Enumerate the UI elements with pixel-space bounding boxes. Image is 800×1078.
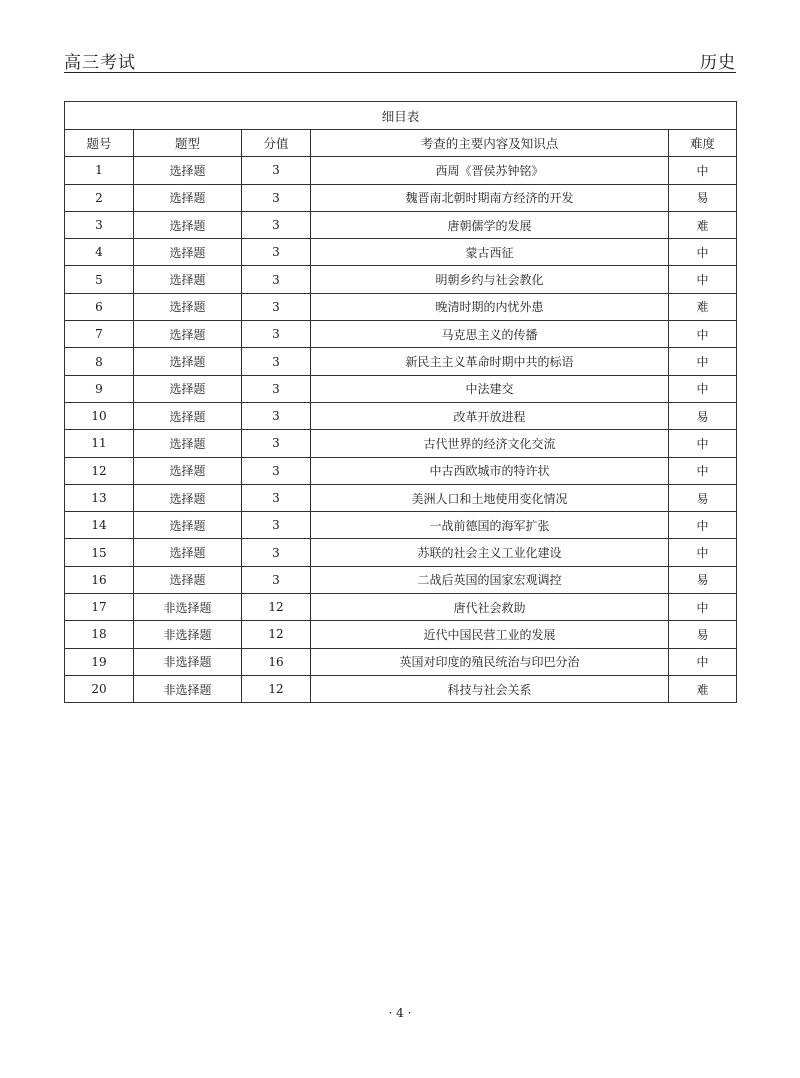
table-row bbox=[65, 239, 737, 266]
cell-content: 科技与社会关系 bbox=[311, 675, 669, 702]
cell-type: 选择题 bbox=[134, 157, 242, 184]
cell-difficulty: 易 bbox=[669, 402, 737, 429]
table-row bbox=[65, 157, 737, 184]
cell-number: 4 bbox=[65, 239, 134, 266]
cell-number: 8 bbox=[65, 348, 134, 375]
cell-type: 非选择题 bbox=[134, 648, 242, 675]
table-caption-row bbox=[65, 102, 737, 130]
cell-score: 3 bbox=[242, 266, 311, 293]
cell-number: 11 bbox=[65, 430, 134, 457]
cell-difficulty: 中 bbox=[669, 321, 737, 348]
cell-difficulty: 中 bbox=[669, 457, 737, 484]
cell-number: 3 bbox=[65, 211, 134, 238]
cell-difficulty: 难 bbox=[669, 293, 737, 320]
table-row bbox=[65, 211, 737, 238]
cell-content: 唐朝儒学的发展 bbox=[311, 211, 669, 238]
table-row bbox=[65, 402, 737, 429]
cell-difficulty: 易 bbox=[669, 566, 737, 593]
cell-number: 12 bbox=[65, 457, 134, 484]
cell-content: 英国对印度的殖民统治与印巴分治 bbox=[311, 648, 669, 675]
cell-number: 10 bbox=[65, 402, 134, 429]
cell-content: 唐代社会救助 bbox=[311, 594, 669, 621]
detail-table bbox=[64, 101, 737, 703]
cell-type: 非选择题 bbox=[134, 594, 242, 621]
cell-difficulty: 中 bbox=[669, 375, 737, 402]
table-row bbox=[65, 293, 737, 320]
column-header-content: 考查的主要内容及知识点 bbox=[311, 130, 669, 157]
cell-content: 近代中国民营工业的发展 bbox=[311, 621, 669, 648]
cell-score: 3 bbox=[242, 293, 311, 320]
cell-content: 古代世界的经济文化交流 bbox=[311, 430, 669, 457]
cell-score: 12 bbox=[242, 621, 311, 648]
column-header-type: 题型 bbox=[134, 130, 242, 157]
cell-difficulty: 中 bbox=[669, 266, 737, 293]
cell-score: 3 bbox=[242, 348, 311, 375]
table-row bbox=[65, 430, 737, 457]
cell-score: 3 bbox=[242, 157, 311, 184]
cell-type: 选择题 bbox=[134, 184, 242, 211]
table-caption: 细目表 bbox=[65, 102, 737, 130]
column-header-score: 分值 bbox=[242, 130, 311, 157]
cell-score: 12 bbox=[242, 675, 311, 702]
cell-type: 选择题 bbox=[134, 457, 242, 484]
cell-score: 3 bbox=[242, 239, 311, 266]
cell-difficulty: 难 bbox=[669, 675, 737, 702]
table-row bbox=[65, 348, 737, 375]
cell-content: 美洲人口和土地使用变化情况 bbox=[311, 484, 669, 511]
table-row bbox=[65, 321, 737, 348]
table-row bbox=[65, 375, 737, 402]
cell-number: 7 bbox=[65, 321, 134, 348]
cell-content: 一战前德国的海军扩张 bbox=[311, 512, 669, 539]
cell-number: 14 bbox=[65, 512, 134, 539]
table-row bbox=[65, 266, 737, 293]
cell-content: 晚清时期的内忧外患 bbox=[311, 293, 669, 320]
cell-type: 选择题 bbox=[134, 348, 242, 375]
cell-difficulty: 中 bbox=[669, 348, 737, 375]
cell-score: 3 bbox=[242, 457, 311, 484]
cell-content: 中古西欧城市的特许状 bbox=[311, 457, 669, 484]
cell-type: 选择题 bbox=[134, 293, 242, 320]
table-row bbox=[65, 594, 737, 621]
cell-type: 非选择题 bbox=[134, 621, 242, 648]
cell-content: 马克思主义的传播 bbox=[311, 321, 669, 348]
cell-score: 12 bbox=[242, 594, 311, 621]
cell-content: 蒙古西征 bbox=[311, 239, 669, 266]
cell-type: 选择题 bbox=[134, 375, 242, 402]
cell-difficulty: 易 bbox=[669, 184, 737, 211]
cell-difficulty: 中 bbox=[669, 512, 737, 539]
cell-difficulty: 中 bbox=[669, 539, 737, 566]
table-row bbox=[65, 675, 737, 702]
cell-number: 5 bbox=[65, 266, 134, 293]
cell-score: 3 bbox=[242, 402, 311, 429]
cell-difficulty: 中 bbox=[669, 157, 737, 184]
cell-score: 3 bbox=[242, 539, 311, 566]
exam-title: 高三考试 bbox=[64, 53, 136, 73]
cell-type: 选择题 bbox=[134, 266, 242, 293]
cell-content: 中法建交 bbox=[311, 375, 669, 402]
cell-difficulty: 易 bbox=[669, 621, 737, 648]
cell-type: 选择题 bbox=[134, 539, 242, 566]
cell-score: 3 bbox=[242, 512, 311, 539]
column-header-difficulty: 难度 bbox=[669, 130, 737, 157]
detail-table-container bbox=[64, 101, 736, 703]
cell-score: 3 bbox=[242, 566, 311, 593]
cell-number: 15 bbox=[65, 539, 134, 566]
cell-content: 二战后英国的国家宏观调控 bbox=[311, 566, 669, 593]
cell-score: 3 bbox=[242, 375, 311, 402]
cell-difficulty: 中 bbox=[669, 430, 737, 457]
column-header-number: 题号 bbox=[65, 130, 134, 157]
cell-content: 苏联的社会主义工业化建设 bbox=[311, 539, 669, 566]
cell-type: 非选择题 bbox=[134, 675, 242, 702]
cell-difficulty: 易 bbox=[669, 484, 737, 511]
cell-type: 选择题 bbox=[134, 430, 242, 457]
cell-difficulty: 中 bbox=[669, 594, 737, 621]
cell-type: 选择题 bbox=[134, 211, 242, 238]
cell-type: 选择题 bbox=[134, 402, 242, 429]
cell-type: 选择题 bbox=[134, 321, 242, 348]
subject-name: 历史 bbox=[700, 53, 736, 73]
cell-number: 1 bbox=[65, 157, 134, 184]
cell-number: 13 bbox=[65, 484, 134, 511]
cell-number: 20 bbox=[65, 675, 134, 702]
cell-number: 9 bbox=[65, 375, 134, 402]
cell-number: 6 bbox=[65, 293, 134, 320]
table-row bbox=[65, 539, 737, 566]
cell-number: 2 bbox=[65, 184, 134, 211]
cell-number: 16 bbox=[65, 566, 134, 593]
cell-score: 3 bbox=[242, 484, 311, 511]
table-row bbox=[65, 566, 737, 593]
table-row bbox=[65, 484, 737, 511]
cell-content: 改革开放进程 bbox=[311, 402, 669, 429]
cell-type: 选择题 bbox=[134, 512, 242, 539]
cell-difficulty: 中 bbox=[669, 239, 737, 266]
table-row bbox=[65, 512, 737, 539]
cell-score: 3 bbox=[242, 430, 311, 457]
cell-type: 选择题 bbox=[134, 484, 242, 511]
cell-content: 新民主主义革命时期中共的标语 bbox=[311, 348, 669, 375]
cell-score: 3 bbox=[242, 211, 311, 238]
cell-content: 西周《晋侯苏钟铭》 bbox=[311, 157, 669, 184]
cell-score: 3 bbox=[242, 321, 311, 348]
cell-difficulty: 中 bbox=[669, 648, 737, 675]
table-row bbox=[65, 648, 737, 675]
page-header bbox=[64, 46, 736, 73]
table-row bbox=[65, 621, 737, 648]
page-number: · 4 · bbox=[388, 1006, 412, 1020]
cell-type: 选择题 bbox=[134, 566, 242, 593]
cell-number: 18 bbox=[65, 621, 134, 648]
cell-number: 19 bbox=[65, 648, 134, 675]
table-row bbox=[65, 457, 737, 484]
cell-number: 17 bbox=[65, 594, 134, 621]
cell-content: 明朝乡约与社会教化 bbox=[311, 266, 669, 293]
table-row bbox=[65, 184, 737, 211]
cell-score: 3 bbox=[242, 184, 311, 211]
cell-difficulty: 难 bbox=[669, 211, 737, 238]
table-header-row bbox=[65, 130, 737, 157]
cell-type: 选择题 bbox=[134, 239, 242, 266]
table-body bbox=[65, 157, 737, 703]
cell-score: 16 bbox=[242, 648, 311, 675]
cell-content: 魏晋南北朝时期南方经济的开发 bbox=[311, 184, 669, 211]
